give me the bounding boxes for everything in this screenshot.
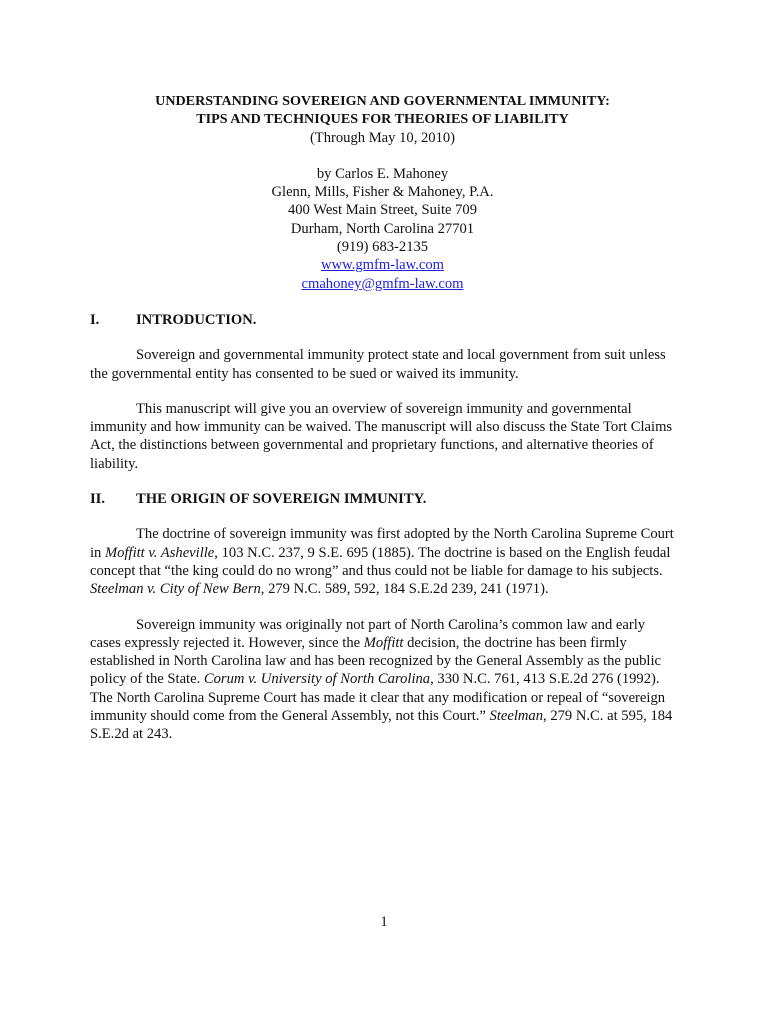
- section-heading-origin: [90, 490, 675, 508]
- email-link[interactable]: cmahoney@gmfm-law.com: [301, 275, 464, 292]
- author-email-row: [90, 275, 675, 293]
- case-citation: Steelman: [489, 708, 544, 725]
- author-website-row: [90, 256, 675, 274]
- document-date-line: (Through May 10, 2010): [309, 129, 456, 146]
- author-address-line-1: 400 West Main Street, Suite 709: [287, 202, 478, 219]
- spacer: [90, 147, 675, 165]
- text-run: decision, the doctrine has been firmly established in North Carolina law and has been recognized by the General Assembly as the public policy of the State.: [90, 634, 662, 688]
- text-run: The doctrine of sovereign immunity was first adopted by the North Carolina Supreme Court in: [90, 526, 674, 561]
- author-byline: by Carlos E. Mahoney: [316, 165, 449, 182]
- text-run: , 279 N.C. 589, 592, 184 S.E.2d 239, 241 (1971).: [260, 581, 549, 598]
- website-link[interactable]: www.gmfm-law.com: [321, 257, 444, 274]
- text-run: , 103 N.C. 237, 9 S.E. 695 (1885). The doctrine is based on the English feudal concept that “the king could do no wrong” and thus could not be liable for damage to his subjects.: [90, 544, 671, 579]
- introduction-paragraph-2: This manuscript will give you an overview of sovereign immunity and governmental immunity and how immunity can be waived. The manuscript will also discuss the State Tort Claims Act, the distinctions between governmental and proprietary functions, and alternative theories of liability.: [90, 400, 673, 472]
- document-page: [90, 92, 675, 744]
- section-heading-introduction: [90, 311, 675, 329]
- author-phone: (919) 683-2135: [336, 239, 429, 256]
- case-citation: Moffitt: [363, 634, 404, 651]
- document-title-line-2: TIPS AND TECHNIQUES FOR THEORIES OF LIABILITY: [196, 111, 569, 128]
- section-title: THE ORIGIN OF SOVEREIGN IMMUNITY.: [136, 491, 427, 508]
- case-citation: Corum v. University of North Carolina: [203, 671, 431, 688]
- section-number: II.: [90, 491, 106, 508]
- author-firm: Glenn, Mills, Fisher & Mahoney, P.A.: [271, 184, 494, 201]
- text-run: , 279 N.C. at 595, 184 S.E.2d at 243.: [90, 708, 673, 743]
- case-citation: Moffitt v. Asheville: [105, 544, 215, 561]
- section-number: I.: [90, 311, 100, 328]
- origin-paragraph-1: [90, 525, 675, 598]
- origin-paragraph-2: [90, 616, 675, 744]
- text-run: Sovereign immunity was originally not part of North Carolina’s common law and early cases expressly rejected it. However, since the: [90, 616, 646, 651]
- document-title-line-1: UNDERSTANDING SOVEREIGN AND GOVERNMENTAL IMMUNITY:: [155, 93, 610, 109]
- page-number: 1: [380, 914, 388, 930]
- case-citation: Steelman v. City of New Bern: [90, 581, 261, 598]
- section-title: INTRODUCTION.: [136, 311, 257, 328]
- text-run: , 330 N.C. 761, 413 S.E.2d 276 (1992). The North Carolina Supreme Court has made it clear that any modification or repeal of “sovereign immunity should come from the General Assembly, not this Court.”: [90, 671, 666, 725]
- author-address-line-2: Durham, North Carolina 27701: [290, 220, 475, 237]
- introduction-paragraph-1: Sovereign and governmental immunity protect state and local government from suit unless the governmental entity has consented to be sued or waived its immunity.: [90, 347, 666, 382]
